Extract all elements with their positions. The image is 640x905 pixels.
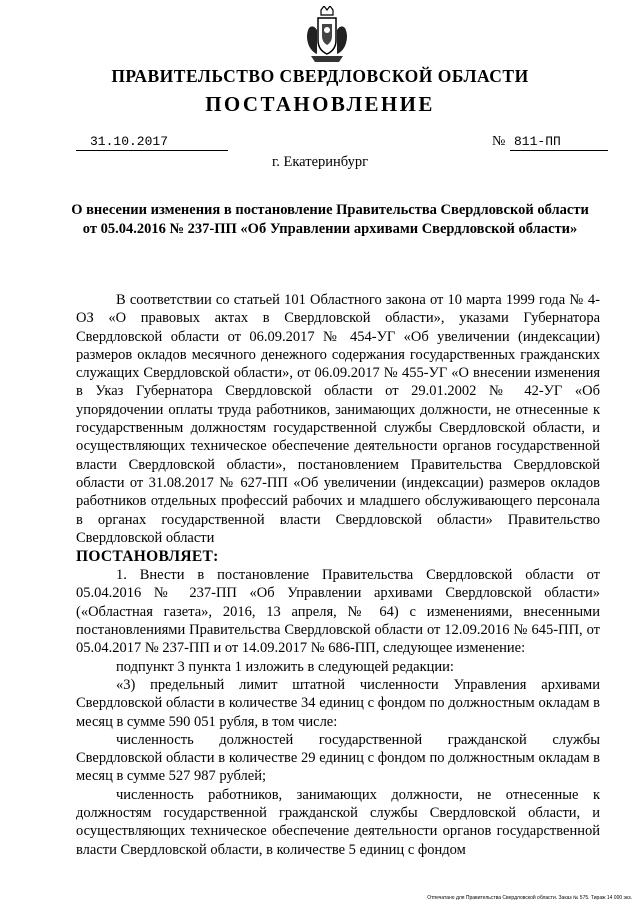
resolves-heading: ПОСТАНОВЛЯЕТ: [76, 548, 219, 566]
document-body [76, 291, 600, 859]
number-label: № [492, 134, 506, 149]
item-1-paragraph: 1. Внести в постановление Правительства Свердловской области от 05.04.2016 № 237-ПП «Об Управлении архивами Свердловской области» («Областная газета», 2016, 13 апреля, № 64) с изменениями, внесенными постановлениями Правительства Свердловской области от 12.09.2016 № 645-ПП, от 05.04.2017 № 237-ПП и от 14.09.2017 № 686-ПП, следующее изменение: [76, 567, 600, 657]
quote-paragraph: «3) предельный лимит штатной численности Управления архивами Свердловской области в количестве 34 единиц с фондом по должностным окладам в месяц в сумме 590 051 рубля, в том числе: [76, 676, 600, 730]
staff-technical-paragraph: численность работников, занимающих должности, не отнесенные к должностям государственной гражданской службы Свердловской области, и осуществляющих техническое обеспечение деятельности органов государственной власти Свердловской области, в количестве 5 единиц с фондом [76, 786, 600, 858]
document-heading: О внесении изменения в постановление Правительства Свердловской области от 05.04.2016 № 237-ПП «Об Управлении архивами Свердловской области» [71, 202, 589, 237]
document-date: 31.10.2017 [76, 134, 228, 151]
subitem-paragraph: подпункт 3 пункта 1 изложить в следующей редакции: [116, 658, 454, 675]
print-footer: Отпечатано для Правительства Свердловской области. Заказ № 575. Тираж 14 000 экз. [427, 895, 632, 901]
government-name: ПРАВИТЕЛЬСТВО СВЕРДЛОВСКОЙ ОБЛАСТИ [111, 66, 529, 86]
staff-civil-paragraph: численность должностей государственной гражданской службы Свердловской области в количестве 29 единиц с фондом по должностным окладам в месяц в сумме 527 987 рублей; [76, 731, 600, 785]
preamble-paragraph: В соответствии со статьей 101 Областного закона от 10 марта 1999 года № 4-ОЗ «О правовых актах в Свердловской области», указами Губернатора Свердловской области от 06.09.2017 № 454-УГ «Об увеличении (индексации) размеров окладов месячного денежного содержания государственных гражданских служащих Свердловской области», от 06.09.2017 № 455-УГ «О внесении изменения в Указ Губернатора Свердловской области от 29.01.2002 № 42-УГ «Об упорядочении оплаты труда работников, занимающих должности, не отнесенные к государственным должностям государственной службы Свердловской области, и осуществляющих техническое обеспечение деятельности органов государственной власти Свердловской области», постановлением Правительства Свердловской области от 31.08.2017 № 627-ПП «Об увеличении (индексации) размеров окладов работников отдельных профессий рабочих и младшего обслуживающего персонала в органах государственной власти Свердловской области» Правительство Свердловской области [76, 292, 600, 546]
document-number: 811-ПП [510, 134, 608, 151]
city: г. Екатеринбург [271, 154, 369, 170]
document-type: ПОСТАНОВЛЕНИЕ [205, 92, 435, 116]
coat-of-arms-icon [303, 6, 351, 66]
